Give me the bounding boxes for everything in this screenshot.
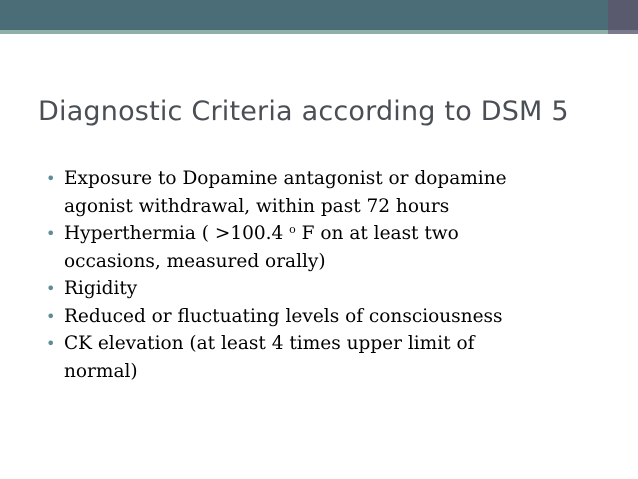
bullet-text-line: F on at least two	[295, 223, 459, 244]
degree-superscript: o	[289, 223, 296, 236]
bullet-item-exposure	[46, 165, 616, 220]
bullet-dot: •	[46, 306, 56, 326]
bullet-text-line: CK elevation (at least 4 times upper limit of	[64, 333, 475, 354]
bullet-dot: •	[46, 334, 56, 353]
bullet-text-line: occasions, measured orally)	[64, 250, 326, 272]
bullet-item-ck-elevation	[46, 330, 616, 385]
bullet-dot: •	[46, 279, 56, 298]
bullet-dot: •	[46, 224, 56, 243]
bullet-text-line: Reduced or fluctuating levels of consciousness	[64, 305, 503, 327]
header-stripe	[0, 30, 638, 34]
header-bar	[0, 0, 608, 30]
bullet-item-consciousness	[46, 303, 616, 331]
header-stripe-corner	[608, 30, 638, 34]
bullet-text-line: Hyperthermia ( >100.4	[64, 223, 290, 244]
slide-title: Diagnostic Criteria according to DSM 5	[38, 96, 569, 127]
bullet-text-line: normal)	[64, 360, 138, 382]
header-bar-corner	[608, 0, 638, 30]
bullet-list	[46, 165, 616, 385]
bullet-dot: •	[46, 169, 56, 188]
bullet-text-line: Rigidity	[64, 278, 138, 299]
bullet-item-hyperthermia	[46, 220, 616, 275]
bullet-text-line: Exposure to Dopamine antagonist or dopamine	[64, 168, 507, 189]
bullet-item-rigidity	[46, 275, 616, 303]
bullet-text-line: agonist withdrawal, within past 72 hours	[64, 195, 450, 217]
